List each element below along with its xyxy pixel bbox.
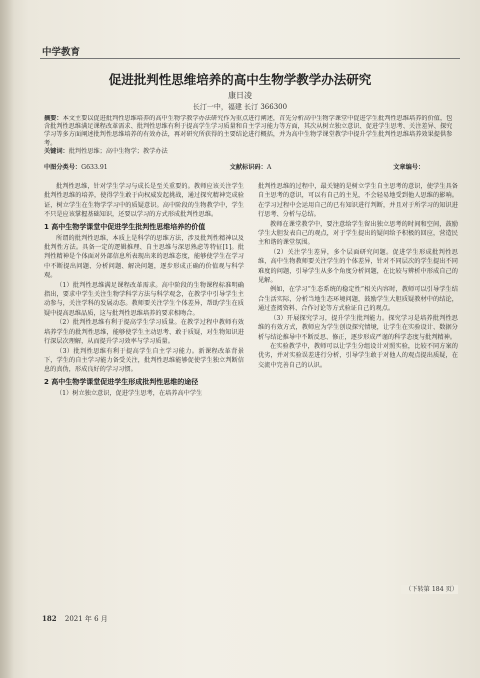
keywords-label: 关键词： <box>44 148 69 155</box>
section-heading: 2 高中生物学课堂促进学生形成批判性思维的途径 <box>44 377 199 386</box>
body-paragraph: 在实验教学中，教师可以让学生分组设计对照实验，比较不同方案的优劣，并对实验误差进行分析，引导学生敢于对他人的观点提出质疑，在交流中完善自己的认识。 <box>258 342 458 369</box>
body-paragraph: （1）批判性思维满足课程改革需求。高中阶段的生物课程标准明确指出，要求中学生关注生物学科学方法与科学观念，在教学中引导学生主动参与，关注学科的发展动态。教师要关注学生个体差异，帮助学生在质疑中提高思维品质，这与批判性思维培养的要求相吻合。 <box>44 281 244 317</box>
body-paragraph: （3）开展探究学习，提升学生批判能力。探究学习是培养批判性思维的有效方式，教师应为学生创设探究情境，让学生在实验设计、数据分析与结论推导中不断反思、修正，逐步形成严谨的科学态度与批判精神。 <box>258 314 458 341</box>
page-footer <box>42 614 108 624</box>
article-number: 文章编号： <box>393 164 425 171</box>
body-paragraph: （3）批判性思维有利于提高学生自主学习能力。新课程改革背景下，学生的自主学习能力备受关注，批判性思维能够促使学生独立判断信息的真伪，形成良好的学习习惯。 <box>44 347 244 374</box>
issue-date: 2021 年 6 月 <box>64 615 108 623</box>
page-number: 182 <box>42 614 57 623</box>
classification-row <box>44 164 454 172</box>
body-column-right <box>258 182 458 594</box>
body-paragraph: 批判性思维，针对学生学习与成长是至关重要的。教师应该关注学生批判性思维的培养，使得学生敢于向权威发起挑战，通过探究精神完成验证，树立学生在生物学学习中的质疑意识。高中阶段的生物教学中，学生不只是应该掌握基础知识，还要以学习的方式形成批判性思维。 <box>44 183 244 219</box>
section-heading: 1 高中生物学课堂中促进学生批判性思维培养的价值 <box>44 222 206 231</box>
doc-code: 文献标识码：A <box>229 164 272 171</box>
article-affiliation: 长汀一中，福建 长汀 366300 <box>192 103 288 111</box>
section-header: 中学教育 <box>42 47 81 58</box>
abstract-label: 摘要： <box>44 115 63 122</box>
article-author: 康日凌 <box>228 91 252 100</box>
keywords-text: 批判性思维；高中生物学；教学办法 <box>68 148 168 155</box>
header-rule <box>40 58 460 59</box>
abstract <box>44 115 454 148</box>
body-paragraph: 批判性思维的过程中，最关键的是树立学生自主思考的意识，使学生具备自主思考的意识，可以有自己的主见，不会轻易地受到他人思维的影响。在学习过程中会运用自己的已有知识进行判断，并且对于所学习的知识进行思考、分析与总结。 <box>258 183 458 219</box>
continued-note: （下转第 184 页） <box>401 585 458 594</box>
article-title: 促进批判性思维培养的高中生物学教学办法研究 <box>108 72 372 87</box>
body-paragraph: 所谓的批判性思维，本质上是科学的思维方法，涉及批判性精神以及批判性方法。具备一定的逻辑推理、自主思维与深思熟虑等特征[1]。批判性精神是个体面对外部信息所表现出来的思维态度，能够使学生在学习中不断提出问题、分析问题、解决问题，逐步形成正确的价值观与科学观。 <box>44 234 244 280</box>
body-paragraph: 教师在课堂教学中，要注意给学生留出独立思考的时间和空间，鼓励学生大胆发表自己的观点，对于学生提出的疑问给予积极的回应，营造民主和谐的课堂氛围。 <box>258 220 458 247</box>
body-column-left <box>44 182 244 594</box>
keywords <box>44 148 454 156</box>
body-paragraph: （2）关注学生差异，多个层面研究问题。促进学生形成批判性思维，高中生物教师要关注学生的个体差异，针对不同层次的学生提出不同难度的问题，引导学生从多个角度分析问题，在比较与辨析中形成自己的见解。 <box>258 248 458 285</box>
abstract-text: 本文主要以促进批判性思维培养的高中生物学教学办法研究作为重点进行阐述，首先分析高中生物学课堂中促进学生批判性思维培养的价值，包含批判性思维满足课程改革需求、批判性思维有利于提高学生学习质量和自主学习能力等方面，其次从树立独立意识、促进学生思考、关注差异、探究学习等多方面阐述批判性思维培养的有效办法，再对研究所获得的主要结论进行概括，并为高中生物学课堂教学中提升学生批判性思维培养效果提供参考。 <box>44 115 453 147</box>
class-number: 中图分类号：G633.91 <box>44 164 108 171</box>
body-paragraph: 例如，在学习“生态系统的稳定性”相关内容时，教师可以引导学生结合生活实际，分析当地生态环境问题，鼓励学生大胆质疑教材中的结论，通过查阅资料、合作讨论等方式验证自己的观点。 <box>258 286 458 313</box>
body-paragraph: （1）树立独立意识，促进学生思考，在培养高中学生 <box>56 389 203 397</box>
body-paragraph: （2）批判性思维有利于提高学生学习质量。在教学过程中教师有效培养学生的批判性思维，能够使学生主动思考、敢于质疑，对生物知识进行深层次理解，从而提升学习效率与学习质量。 <box>44 319 244 346</box>
